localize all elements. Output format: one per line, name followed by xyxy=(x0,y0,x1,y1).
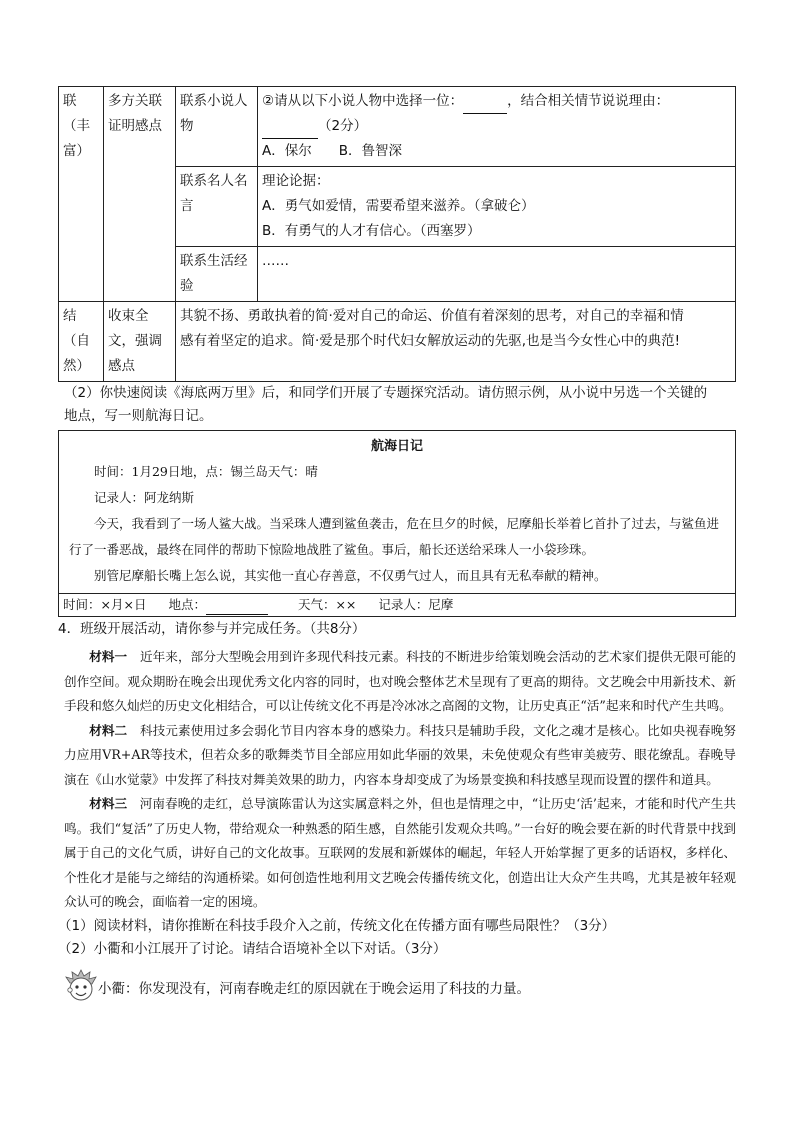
question-2-prompt: （2）你快速阅读《海底两万里》后，和同学们开展了专题探究活动。请仿照示例，从小说中另选一个关键的 地点，写一则航海日记。 xyxy=(64,385,708,424)
material-paragraph: 材料二 科技元素使用过多会弱化节目内容本身的感染力。科技只是辅助手段，文化之魂才是核心。比如央视春晚努力应用VR+AR等技术，但若众多的歌舞类节目全部应用如此华丽的效果，未免使观众有些审美疲劳、眼花缭乱。春晚导演在《山水觉蒙》中发挥了科技对舞美效果的助力，内容本身却变成了为场景变换和科技感呈现而设置的摆件和道具。 xyxy=(64,722,737,787)
cartoon-boy-icon xyxy=(62,967,102,1007)
table-cell-subtype: 联系名人名言 xyxy=(176,167,258,247)
table-cell-subtype: 联系生活经验 xyxy=(176,247,258,302)
answer-blank[interactable] xyxy=(463,95,507,114)
table-cell-subtype: 联系小说人物 xyxy=(176,87,258,167)
table-cell-content: …… xyxy=(258,247,736,302)
place-blank[interactable] xyxy=(206,600,268,615)
answer-blank[interactable] xyxy=(262,120,318,139)
diary-footer-place: 地点： xyxy=(168,597,206,612)
dialog-text: 小衢：你发现没有，河南春晚走红的原因就在于晚会运用了科技的力量。 xyxy=(98,980,530,997)
table-row xyxy=(59,302,736,382)
diary-box xyxy=(58,430,736,617)
diary-footer-recorder: 记录人：尼摩 xyxy=(378,597,454,612)
material-paragraph: 材料一 近年来，部分大型晚会用到许多现代科技元素。科技的不断进步给策划晚会活动的艺术家们提供无限可能的创作空间。观众期盼在晚会出现优秀文化内容的同时，也对晚会整体艺术呈现有了更高的期待。文艺晚会中用新技术、新手段和悠久灿烂的历史文化相结合，可以让传统文化不再是冷冰冰之高阁的文物，让历史真正“活”起来和时代产生共鸣。 xyxy=(64,649,737,713)
table-row xyxy=(59,87,736,167)
material-paragraph: 材料三 河南春晚的走红，总导演陈雷认为这实属意料之外，但也是情理之中，“让历史‘活’起来，才能和时代产生共鸣。我们“复活”了历史人物，带给观众一种熟悉的陌生感，自然能引发观众共鸣。”一台好的晚会要在新的时代背景中找到属于自己的文化气质，讲好自己的文化故事。互联网的发展和新媒体的崛起，年轻人开始掌握了更多的话语权，多样化、个性化才是能与之缔结的沟通桥梁。如何创造性地利用文艺晚会传播传统文化，创造出让大众产生共鸣，尤其是被年轻观众认可的晚会，面临着一定的困境。 xyxy=(64,796,737,909)
table-cell-method: 多方关联证明感点 xyxy=(104,87,176,302)
section-4-title: 4．班级开展活动，请你参与并完成任务。（共8分） xyxy=(58,621,366,637)
table-cell-method: 收束全文，强调感点 xyxy=(104,302,176,382)
diary-paragraph: 今天，我看到了一场人鲨大战。当采珠人遭到鲨鱼袭击，危在旦夕的时候，尼摩船长举着匕首扑了过去，与鲨鱼进行了一番恶战，最终在同伴的帮助下惊险地战胜了鲨鱼。事后，船长还送给采珠人一小袋珍珠。 xyxy=(69,516,720,557)
table-cell-content: 其貌不扬、勇敢执着的简·爱对自己的命运、价值有着深刻的思考，对自己的幸福和情 感有着坚定的追求。简·爱是那个时代妇女解放运动的先驱,也是当今女性心中的典范! xyxy=(176,302,736,382)
table-cell-jie: 结（自然） xyxy=(59,302,104,382)
diary-paragraph: 别管尼摩船长嘴上怎么说，其实他一直心存善意，不仅勇气过人，而且具有无私奉献的精神。 xyxy=(94,568,607,583)
table-cell-lian: 联（丰富） xyxy=(59,87,104,302)
diary-time-line: 时间：1月29日地，点：锡兰岛天气：晴 xyxy=(94,464,318,479)
diary-footer xyxy=(59,593,735,616)
table-cell-content: 理论论据： A．勇气如爱情，需要希望来滋养。（拿破仑） B．有勇气的人才有信心。（西塞罗） xyxy=(258,167,736,247)
diary-footer-time: 时间：×月×日 xyxy=(63,597,147,612)
diary-footer-weather: 天气：×× xyxy=(297,597,357,612)
dialog-line xyxy=(58,967,736,1007)
question-4-1: （1）阅读材料，请你推断在科技手段介入之前，传统文化在传播方面有哪些局限性？（3分） xyxy=(58,917,616,934)
question-4-2: （2）小衢和小江展开了讨论。请结合语境补全以下对话。（3分） xyxy=(58,940,447,957)
diary-recorder-line: 记录人：阿龙纳斯 xyxy=(94,490,195,505)
page-content xyxy=(58,86,736,1007)
diary-title: 航海日记 xyxy=(370,439,423,454)
outline-table xyxy=(58,86,736,382)
table-cell-content: ②请从以下小说人物中选择一位： ，结合相关情节说说理由： （2分） A．保尔 B．鲁智深 xyxy=(258,87,736,167)
